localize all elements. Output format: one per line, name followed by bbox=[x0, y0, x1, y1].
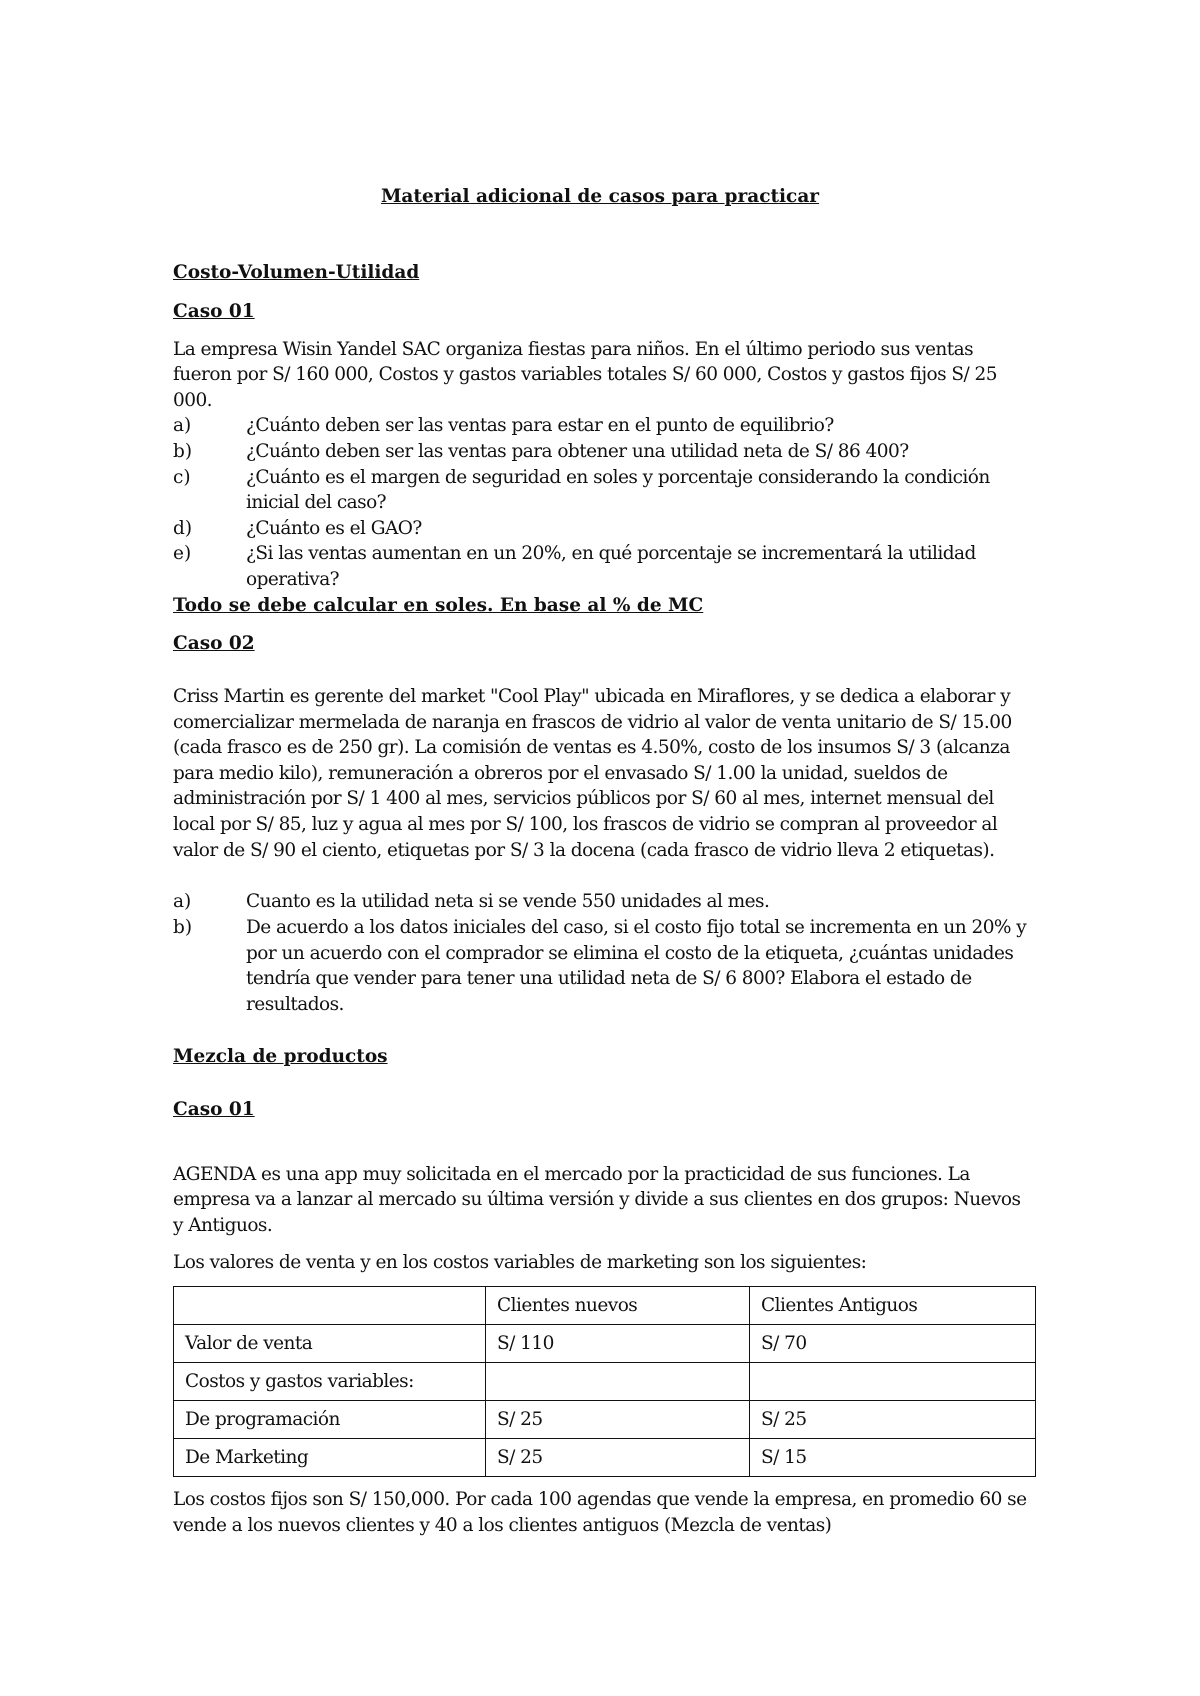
table-row bbox=[174, 1325, 1036, 1363]
calculation-note: Todo se debe calcular en soles. En base al % de MC bbox=[173, 595, 704, 616]
paragraph-line: La empresa Wisin Yandel SAC organiza fiestas para niños. En el último periodo sus ventas bbox=[173, 339, 974, 360]
table-cell: De programación bbox=[174, 1401, 486, 1439]
paragraph-line: para medio kilo), remuneración a obreros por el envasado S/ 1.00 la unidad, sueldos de bbox=[173, 763, 948, 784]
question-text: ¿Cuánto deben ser las ventas para estar en el punto de equilibrio? bbox=[246, 415, 834, 436]
paragraph-line: administración por S/ 1 400 al mes, servicios públicos por S/ 60 al mes, internet mensual del bbox=[173, 788, 994, 809]
table-row bbox=[174, 1363, 1036, 1401]
paragraph-line: empresa va a lanzar al mercado su última versión y divide a sus clientes en dos grupos: Nuevos bbox=[173, 1189, 1021, 1210]
document-title: Material adicional de casos para practicar bbox=[380, 186, 820, 207]
paragraph-line: y Antiguos. bbox=[173, 1215, 273, 1236]
list-marker: b) bbox=[173, 441, 193, 462]
table-cell: S/ 25 bbox=[486, 1439, 750, 1477]
table-cell: Valor de venta bbox=[174, 1325, 486, 1363]
table-cell bbox=[750, 1363, 1036, 1401]
question-text: ¿Cuánto es el GAO? bbox=[246, 518, 422, 539]
question-text: ¿Cuánto es el margen de seguridad en soles y porcentaje considerando la condición bbox=[246, 467, 990, 488]
table-cell bbox=[486, 1363, 750, 1401]
question-text: De acuerdo a los datos iniciales del caso, si el costo fijo total se incrementa en un 20% y bbox=[246, 917, 1027, 938]
paragraph-line: valor de S/ 90 el ciento, etiquetas por S/ 3 la docena (cada frasco de vidrio lleva 2 etiquetas). bbox=[173, 840, 995, 861]
question-text: ¿Si las ventas aumentan en un 20%, en qué porcentaje se incrementará la utilidad bbox=[246, 543, 976, 564]
paragraph-line: fueron por S/ 160 000, Costos y gastos variables totales S/ 60 000, Costos y gastos fijos S/ 25 bbox=[173, 364, 997, 385]
question-text: operativa? bbox=[246, 569, 340, 590]
table-header-row bbox=[174, 1287, 1036, 1325]
case-heading: Caso 01 bbox=[173, 1099, 255, 1120]
table-cell: S/ 15 bbox=[750, 1439, 1036, 1477]
table-cell: S/ 25 bbox=[750, 1401, 1036, 1439]
list-marker: c) bbox=[173, 467, 191, 488]
table-cell: De Marketing bbox=[174, 1439, 486, 1477]
paragraph-line: comercializar mermelada de naranja en frascos de vidrio al valor de venta unitario de S/ 15.00 bbox=[173, 712, 1012, 733]
question-text: ¿Cuánto deben ser las ventas para obtener una utilidad neta de S/ 86 400? bbox=[246, 441, 909, 462]
section-heading-cvu: Costo-Volumen-Utilidad bbox=[173, 262, 420, 283]
question-text: inicial del caso? bbox=[246, 492, 387, 513]
paragraph-line: AGENDA es una app muy solicitada en el mercado por la practicidad de sus funciones. La bbox=[173, 1164, 970, 1185]
section-heading-mix: Mezcla de productos bbox=[173, 1046, 388, 1067]
case-heading: Caso 01 bbox=[173, 301, 255, 322]
table-header-cell: Clientes nuevos bbox=[486, 1287, 750, 1325]
list-marker: d) bbox=[173, 518, 193, 539]
list-marker: e) bbox=[173, 543, 192, 564]
table-cell: Costos y gastos variables: bbox=[174, 1363, 486, 1401]
paragraph-line: (cada frasco es de 250 gr). La comisión de ventas es 4.50%, costo de los insumos S/ 3 (alcanza bbox=[173, 737, 1010, 758]
question-text: resultados. bbox=[246, 994, 344, 1015]
table-intro: Los valores de venta y en los costos variables de marketing son los siguientes: bbox=[173, 1252, 867, 1273]
paragraph-line: Los costos fijos son S/ 150,000. Por cada 100 agendas que vende la empresa, en promedio 60 se bbox=[173, 1489, 1027, 1510]
table-cell: S/ 25 bbox=[486, 1401, 750, 1439]
paragraph-line: 000. bbox=[173, 390, 212, 411]
paragraph-line: Criss Martin es gerente del market "Cool Play" ubicada en Miraflores, y se dedica a elaborar y bbox=[173, 686, 1011, 707]
paragraph-line: vende a los nuevos clientes y 40 a los clientes antiguos (Mezcla de ventas) bbox=[173, 1515, 832, 1536]
case-heading: Caso 02 bbox=[173, 633, 255, 654]
table-cell: S/ 110 bbox=[486, 1325, 750, 1363]
paragraph-line: local por S/ 85, luz y agua al mes por S/ 100, los frascos de vidrio se compran al proveedor al bbox=[173, 814, 998, 835]
list-marker: a) bbox=[173, 891, 192, 912]
list-marker: a) bbox=[173, 415, 192, 436]
table-row bbox=[174, 1401, 1036, 1439]
sales-cost-table bbox=[173, 1286, 1036, 1477]
table-header-cell bbox=[174, 1287, 486, 1325]
table-cell: S/ 70 bbox=[750, 1325, 1036, 1363]
table-row bbox=[174, 1439, 1036, 1477]
question-text: Cuanto es la utilidad neta si se vende 550 unidades al mes. bbox=[246, 891, 770, 912]
question-text: por un acuerdo con el comprador se elimina el costo de la etiqueta, ¿cuántas unidades bbox=[246, 943, 1014, 964]
list-marker: b) bbox=[173, 917, 193, 938]
question-text: tendría que vender para tener una utilidad neta de S/ 6 800? Elabora el estado de bbox=[246, 968, 972, 989]
table-header-cell: Clientes Antiguos bbox=[750, 1287, 1036, 1325]
